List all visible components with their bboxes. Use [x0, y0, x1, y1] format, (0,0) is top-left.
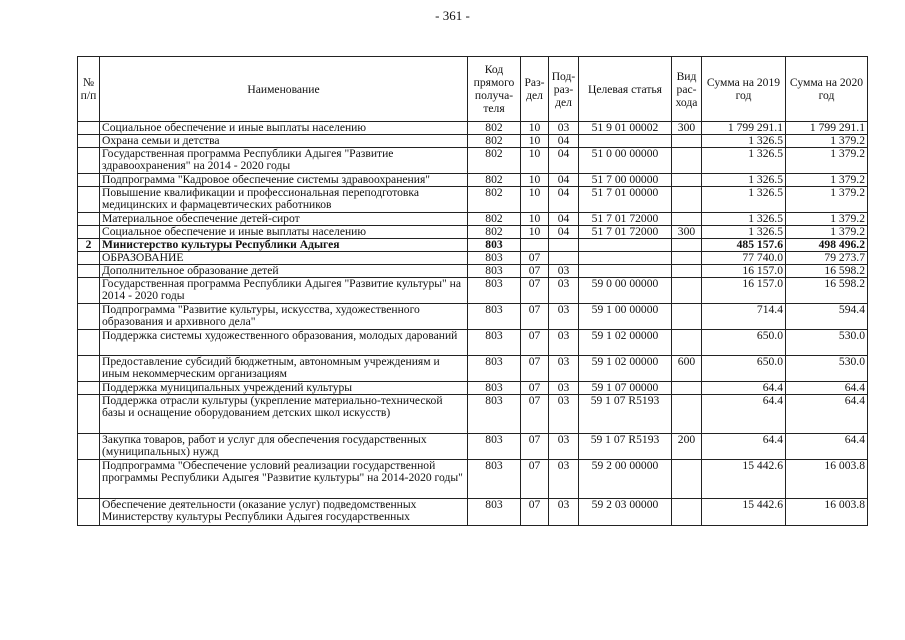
cell-kod: 802 [468, 135, 521, 148]
table-row [78, 174, 868, 187]
cell-statya: 59 1 00 00000 [579, 304, 672, 330]
cell-name: Государственная программа Республики Адыгея "Развитие здравоохранения" на 2014 - 2020 годы [100, 148, 468, 174]
cell-kod: 803 [468, 434, 521, 460]
cell-vid [672, 174, 702, 187]
cell-razdel: 07 [521, 278, 549, 304]
cell-sum-2020: 530.0 [786, 356, 868, 382]
cell-num [78, 187, 100, 213]
cell-num [78, 499, 100, 526]
cell-kod: 803 [468, 382, 521, 395]
cell-statya: 59 2 03 00000 [579, 499, 672, 526]
cell-podrazdel: 04 [549, 187, 579, 213]
cell-name: Социальное обеспечение и иные выплаты населению [100, 226, 468, 239]
header-statya: Целевая статья [579, 57, 672, 122]
cell-razdel: 07 [521, 395, 549, 434]
cell-num [78, 434, 100, 460]
cell-statya [579, 252, 672, 265]
cell-statya: 51 0 00 00000 [579, 148, 672, 174]
table-row [78, 395, 868, 434]
cell-name: Поддержка системы художественного образования, молодых дарований [100, 330, 468, 356]
cell-sum-2019: 15 442.6 [702, 499, 786, 526]
cell-name: Подпрограмма "Кадровое обеспечение системы здравоохранения" [100, 174, 468, 187]
cell-razdel: 07 [521, 356, 549, 382]
cell-podrazdel: 03 [549, 278, 579, 304]
cell-num [78, 460, 100, 499]
cell-name: Предоставление субсидий бюджетным, автономным учреждениям и иным некоммерческим организациям [100, 356, 468, 382]
header-razdel: Раз-дел [521, 57, 549, 122]
cell-num [78, 148, 100, 174]
cell-vid [672, 148, 702, 174]
cell-statya: 59 1 02 00000 [579, 356, 672, 382]
cell-kod: 803 [468, 460, 521, 499]
cell-podrazdel: 04 [549, 226, 579, 239]
cell-sum-2020: 1 379.2 [786, 135, 868, 148]
cell-razdel: 07 [521, 252, 549, 265]
cell-razdel: 07 [521, 330, 549, 356]
cell-statya: 51 7 01 00000 [579, 187, 672, 213]
cell-sum-2019: 16 157.0 [702, 278, 786, 304]
cell-name: Материальное обеспечение детей-сирот [100, 213, 468, 226]
cell-podrazdel: 04 [549, 148, 579, 174]
cell-kod: 802 [468, 148, 521, 174]
cell-name: Обеспечение деятельности (оказание услуг) подведомственных Министерству культуры Республики Адыгея государственных [100, 499, 468, 526]
cell-podrazdel: 04 [549, 174, 579, 187]
cell-name: Поддержка муниципальных учреждений культуры [100, 382, 468, 395]
cell-kod: 803 [468, 499, 521, 526]
cell-sum-2019: 650.0 [702, 356, 786, 382]
cell-name: Подпрограмма "Развитие культуры, искусства, художественного образования и архивного дела" [100, 304, 468, 330]
cell-razdel: 07 [521, 460, 549, 499]
cell-name: Подпрограмма "Обеспечение условий реализации государственной программы Республики Адыгея "Развитие культуры" на 2014-2020 годы" [100, 460, 468, 499]
cell-sum-2019: 77 740.0 [702, 252, 786, 265]
cell-num [78, 395, 100, 434]
budget-table [77, 56, 868, 526]
cell-kod: 803 [468, 356, 521, 382]
cell-kod: 803 [468, 278, 521, 304]
cell-kod: 803 [468, 304, 521, 330]
cell-sum-2019: 15 442.6 [702, 460, 786, 499]
table-row [78, 226, 868, 239]
cell-statya [579, 239, 672, 252]
cell-sum-2019: 1 326.5 [702, 213, 786, 226]
cell-kod: 802 [468, 122, 521, 135]
table-row [78, 434, 868, 460]
cell-sum-2019: 1 326.5 [702, 174, 786, 187]
table-row [78, 499, 868, 526]
table-row [78, 356, 868, 382]
cell-name: Охрана семьи и детства [100, 135, 468, 148]
cell-vid [672, 239, 702, 252]
cell-num [78, 382, 100, 395]
header-kod: Код прямого получа-теля [468, 57, 521, 122]
cell-podrazdel: 03 [549, 122, 579, 135]
cell-kod: 802 [468, 226, 521, 239]
cell-sum-2020: 1 379.2 [786, 187, 868, 213]
cell-num [78, 265, 100, 278]
cell-podrazdel: 03 [549, 356, 579, 382]
cell-razdel: 07 [521, 434, 549, 460]
cell-vid: 300 [672, 122, 702, 135]
cell-num [78, 356, 100, 382]
cell-sum-2020: 64.4 [786, 382, 868, 395]
cell-podrazdel: 03 [549, 265, 579, 278]
table-row [78, 265, 868, 278]
cell-vid [672, 304, 702, 330]
cell-sum-2019: 64.4 [702, 434, 786, 460]
cell-razdel: 10 [521, 187, 549, 213]
cell-podrazdel: 03 [549, 304, 579, 330]
cell-razdel [521, 239, 549, 252]
cell-vid: 300 [672, 226, 702, 239]
cell-sum-2020: 1 799 291.1 [786, 122, 868, 135]
cell-sum-2019: 1 326.5 [702, 187, 786, 213]
cell-name: Дополнительное образование детей [100, 265, 468, 278]
table-row [78, 135, 868, 148]
table-body [78, 122, 868, 526]
cell-name: Повышение квалификации и профессиональная переподготовка медицинских и фармацевтических работников [100, 187, 468, 213]
table-row [78, 122, 868, 135]
cell-razdel: 07 [521, 304, 549, 330]
cell-vid: 600 [672, 356, 702, 382]
cell-podrazdel: 03 [549, 330, 579, 356]
table-row [78, 148, 868, 174]
cell-vid [672, 265, 702, 278]
cell-vid [672, 460, 702, 499]
cell-num [78, 226, 100, 239]
cell-podrazdel [549, 252, 579, 265]
header-sum-2020: Сумма на 2020 год [786, 57, 868, 122]
cell-num: 2 [78, 239, 100, 252]
cell-statya: 59 0 00 00000 [579, 278, 672, 304]
cell-razdel: 07 [521, 265, 549, 278]
cell-statya: 51 7 01 72000 [579, 213, 672, 226]
cell-kod: 803 [468, 330, 521, 356]
header-vid: Вид рас-хода [672, 57, 702, 122]
cell-sum-2019: 64.4 [702, 395, 786, 434]
cell-vid [672, 187, 702, 213]
cell-sum-2019: 485 157.6 [702, 239, 786, 252]
page-number: - 361 - [435, 8, 470, 23]
cell-statya: 51 7 00 00000 [579, 174, 672, 187]
cell-kod: 802 [468, 213, 521, 226]
cell-statya: 59 1 02 00000 [579, 330, 672, 356]
cell-name: Закупка товаров, работ и услуг для обеспечения государственных (муниципальных) нужд [100, 434, 468, 460]
cell-vid [672, 499, 702, 526]
cell-num [78, 213, 100, 226]
cell-sum-2020: 1 379.2 [786, 213, 868, 226]
cell-sum-2020: 16 003.8 [786, 460, 868, 499]
cell-sum-2020: 530.0 [786, 330, 868, 356]
table-row [78, 278, 868, 304]
cell-sum-2019: 16 157.0 [702, 265, 786, 278]
cell-podrazdel: 03 [549, 382, 579, 395]
header-sum-2019: Сумма на 2019 год [702, 57, 786, 122]
cell-razdel: 07 [521, 382, 549, 395]
table-row [78, 304, 868, 330]
cell-sum-2019: 714.4 [702, 304, 786, 330]
cell-sum-2020: 16 003.8 [786, 499, 868, 526]
cell-podrazdel [549, 239, 579, 252]
cell-kod: 803 [468, 265, 521, 278]
cell-vid [672, 135, 702, 148]
cell-num [78, 278, 100, 304]
table-row [78, 239, 868, 252]
header-num: № п/п [78, 57, 100, 122]
cell-name: ОБРАЗОВАНИЕ [100, 252, 468, 265]
cell-razdel: 07 [521, 499, 549, 526]
cell-name: Социальное обеспечение и иные выплаты населению [100, 122, 468, 135]
cell-podrazdel: 03 [549, 460, 579, 499]
cell-vid [672, 252, 702, 265]
cell-sum-2020: 16 598.2 [786, 278, 868, 304]
cell-podrazdel: 03 [549, 434, 579, 460]
cell-num [78, 252, 100, 265]
cell-kod: 802 [468, 187, 521, 213]
cell-statya: 59 2 00 00000 [579, 460, 672, 499]
cell-statya [579, 265, 672, 278]
cell-sum-2020: 64.4 [786, 395, 868, 434]
cell-statya: 59 1 07 R5193 [579, 434, 672, 460]
cell-vid [672, 395, 702, 434]
cell-sum-2019: 1 326.5 [702, 148, 786, 174]
cell-vid [672, 382, 702, 395]
cell-razdel: 10 [521, 148, 549, 174]
table-row [78, 213, 868, 226]
cell-num [78, 174, 100, 187]
cell-sum-2020: 1 379.2 [786, 226, 868, 239]
cell-name: Поддержка отрасли культуры (укрепление материально-технической базы и оснащение оборудованием детских школ искусств) [100, 395, 468, 434]
table-row [78, 460, 868, 499]
header-podrazdel: Под-раз-дел [549, 57, 579, 122]
cell-sum-2020: 64.4 [786, 434, 868, 460]
cell-podrazdel: 04 [549, 135, 579, 148]
cell-statya: 51 9 01 00002 [579, 122, 672, 135]
cell-num [78, 304, 100, 330]
cell-name: Государственная программа Республики Адыгея "Развитие культуры" на 2014 - 2020 годы [100, 278, 468, 304]
cell-kod: 803 [468, 395, 521, 434]
cell-sum-2019: 1 799 291.1 [702, 122, 786, 135]
cell-razdel: 10 [521, 174, 549, 187]
cell-razdel: 10 [521, 122, 549, 135]
cell-razdel: 10 [521, 135, 549, 148]
cell-sum-2020: 79 273.7 [786, 252, 868, 265]
table-header-row [78, 57, 868, 122]
cell-podrazdel: 03 [549, 395, 579, 434]
cell-vid: 200 [672, 434, 702, 460]
cell-sum-2019: 650.0 [702, 330, 786, 356]
cell-sum-2020: 498 496.2 [786, 239, 868, 252]
cell-vid [672, 213, 702, 226]
header-name: Наименование [100, 57, 468, 122]
cell-kod: 802 [468, 174, 521, 187]
cell-podrazdel: 03 [549, 499, 579, 526]
cell-razdel: 10 [521, 213, 549, 226]
cell-kod: 803 [468, 239, 521, 252]
cell-sum-2019: 64.4 [702, 382, 786, 395]
cell-statya: 59 1 07 R5193 [579, 395, 672, 434]
table-row [78, 382, 868, 395]
cell-statya: 59 1 07 00000 [579, 382, 672, 395]
cell-statya: 51 7 01 72000 [579, 226, 672, 239]
cell-sum-2020: 16 598.2 [786, 265, 868, 278]
cell-sum-2019: 1 326.5 [702, 226, 786, 239]
cell-vid [672, 330, 702, 356]
table-row [78, 252, 868, 265]
cell-num [78, 122, 100, 135]
cell-statya [579, 135, 672, 148]
cell-name: Министерство культуры Республики Адыгея [100, 239, 468, 252]
cell-sum-2020: 1 379.2 [786, 148, 868, 174]
table-row [78, 187, 868, 213]
table-row [78, 330, 868, 356]
cell-sum-2020: 594.4 [786, 304, 868, 330]
cell-sum-2019: 1 326.5 [702, 135, 786, 148]
cell-sum-2020: 1 379.2 [786, 174, 868, 187]
cell-razdel: 10 [521, 226, 549, 239]
cell-vid [672, 278, 702, 304]
cell-podrazdel: 04 [549, 213, 579, 226]
cell-kod: 803 [468, 252, 521, 265]
cell-num [78, 330, 100, 356]
cell-num [78, 135, 100, 148]
